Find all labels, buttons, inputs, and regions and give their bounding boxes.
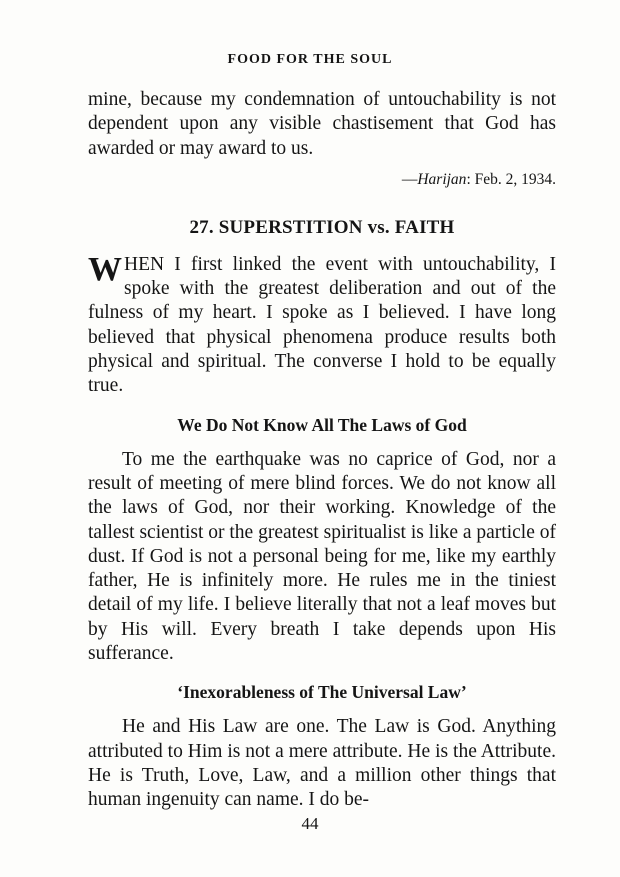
citation-dash: — xyxy=(401,170,418,188)
paragraph-1-rest: I spoke with the greatest deliberation and out of the fulness of my heart. I spoke as I believed. I have long believed that physical phenomena produce results both physical and spiritual. The converse I hold to be equally true. xyxy=(88,253,557,397)
citation-date: : Feb. 2, 1934. xyxy=(466,170,556,188)
paragraph-2: To me the earthquake was no caprice of God, nor a result of meeting of mere blind forces. We do not know all the laws of God, nor their working. Knowledge of the tallest scientist or the greatest spiritualist is like a particle of dust. If God is not a personal being for me, like my earthly father, He is infinitely more. He rules me in the tiniest detail of my life. I believe literally that not a leaf moves but by His will. Every breath I take depends upon His sufferance. xyxy=(88,448,556,665)
citation-source: Harijan xyxy=(417,170,467,188)
section-title: 27. SUPERSTITION vs. FAITH xyxy=(189,216,455,238)
subheading-universal-law: ‘Inexorableness of The Universal Law’ xyxy=(177,682,467,703)
text-column xyxy=(88,88,556,813)
carryover-paragraph: mine, because my condemnation of untouchability is not dependent upon any visible chastisement that God has awarded or may award to us. xyxy=(88,89,556,159)
subheading-laws-of-god: We Do Not Know All The Laws of God xyxy=(177,414,467,435)
citation xyxy=(88,171,556,189)
drop-cap: W xyxy=(88,250,122,288)
running-head: FOOD FOR THE SOUL xyxy=(227,52,393,67)
paragraph-1-first-line: HEN I first linked the event with untouchability, xyxy=(124,253,540,275)
paragraph-3: He and His Law are one. The Law is God. Anything attributed to Him is not a mere attribute. He is the Attribute. He is Truth, Love, Law, and a million other things that human ingenuity can name. I do be- xyxy=(88,716,556,811)
page-number: 44 xyxy=(301,814,319,833)
paragraph-1 xyxy=(88,250,557,399)
